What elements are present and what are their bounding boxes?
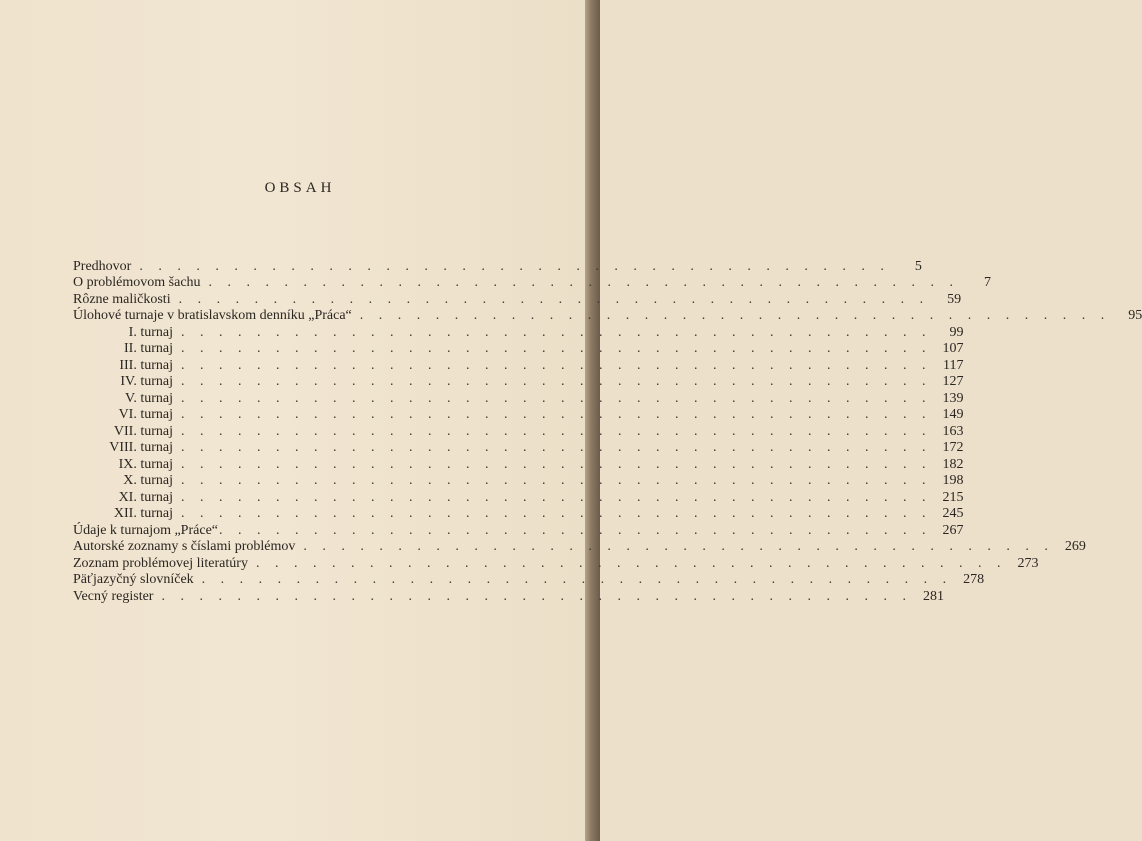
toc-entry-page-number: 127 xyxy=(942,374,964,389)
toc-entry-page-number: 198 xyxy=(942,473,964,488)
toc-entry-page-number: 107 xyxy=(942,341,964,356)
toc-dot-leader: . . . . . . . . . . . . . . . . . . . . . . . . . . . . . . . . . . . . . . . . xyxy=(181,390,932,406)
toc-dot-leader: . . . . . . . . . . . . . . . . . . . . . . . . . . . . . . . . . . . . . . . . xyxy=(181,506,932,521)
toc-entry-page-number: 215 xyxy=(942,489,964,505)
toc-entry-label: O problémovom šachu xyxy=(73,275,201,290)
toc-entry-label: Rôzne maličkosti xyxy=(73,291,171,307)
toc-dot-leader: . . . . . . . . . . . . . . . . . . . . . . . . . . . . . . . . . . . . . . . . xyxy=(181,357,932,373)
toc-entry-page-number: 7 xyxy=(984,275,992,290)
toc-entry xyxy=(73,539,1086,556)
toc-dot-leader: . . . . . . . . . . . . . . . . . . . . . . . . . . . . . . . . . . . . . . . . xyxy=(161,588,912,604)
page-title: OBSAH xyxy=(264,180,336,196)
toc-dot-leader: . . . . . . . . . . . . . . . . . . . . . . . . . . . . . . . . . . . . . . . . xyxy=(303,539,1054,554)
toc-entry-page-number: 59 xyxy=(947,291,962,307)
toc-entry-page-number: 281 xyxy=(922,588,944,604)
toc-entry xyxy=(73,357,964,374)
toc-dot-leader: . . . . . . . . . . . . . . . . . . . . . . . . . . . . . . . . . . . . . . . . xyxy=(181,374,932,389)
table-of-contents xyxy=(73,258,1142,605)
toc-dot-leader: . . . . . . . . . . . . . . . . . . . . . . . . . . . . . . . . . . . . . . . . xyxy=(181,341,932,356)
toc-entry-label: XI. turnaj xyxy=(118,489,173,505)
toc-entry xyxy=(73,324,964,341)
toc-entry-page-number: 278 xyxy=(963,572,985,587)
toc-dot-leader: . . . . . . . . . . . . . . . . . . . . . . . . . . . . . . . . . . . . . . . . xyxy=(181,456,932,472)
toc-dot-leader: . . . . . . . . . . . . . . . . . . . . . . . . . . . . . . . . . . . . . . . . xyxy=(201,572,953,587)
toc-entry-label: VIII. turnaj xyxy=(109,440,173,455)
toc-dot-leader: . . . . . . . . . . . . . . . . . . . . . . . . . . . . . . . . . . . . . . . . xyxy=(208,275,960,290)
toc-entry-label: Úlohové turnaje v bratislavskom denníku „Práca“ xyxy=(73,308,352,323)
toc-entry xyxy=(73,489,964,506)
toc-entry-page-number: 117 xyxy=(943,357,964,373)
toc-dot-leader: . . . . . . . . . . . . . . . . . . . . . . . . . . . . . . . . . . . . . . . . xyxy=(181,522,932,538)
toc-dot-leader: . . . . . . . . . . . . . . . . . . . . . . . . . . . . . . . . . . . . . . . . xyxy=(359,308,1111,323)
toc-dot-leader: . . . . . . . . . . . . . . . . . . . . . . . . . . . . . . . . . . . . . . . . xyxy=(181,440,932,455)
toc-entry-page-number: 273 xyxy=(1017,555,1039,571)
toc-entry-page-number: 269 xyxy=(1064,539,1086,554)
toc-entry xyxy=(73,555,1039,572)
toc-entry xyxy=(73,456,964,473)
toc-entry-page-number: 182 xyxy=(942,456,964,472)
toc-entry xyxy=(73,291,962,308)
toc-dot-leader: . . . . . . . . . . . . . . . . . . . . . . . . . . . . . . . . . . . . . . . . xyxy=(255,555,1007,571)
toc-dot-leader: . . . . . . . . . . . . . . . . . . . . . . . . . . . . . . . . . . . . . . . . xyxy=(181,324,932,340)
toc-entry xyxy=(73,506,964,523)
toc-dot-leader: . . . . . . . . . . . . . . . . . . . . . . . . . . . . . . . . . . . . . . . . xyxy=(139,258,890,274)
toc-entry-page-number: 267 xyxy=(942,522,964,538)
toc-entry xyxy=(73,423,964,440)
toc-entry-label: IX. turnaj xyxy=(118,456,173,472)
toc-entry-label: VII. turnaj xyxy=(113,423,173,439)
toc-entry xyxy=(73,308,1142,325)
toc-entry xyxy=(73,473,964,490)
toc-dot-leader: . . . . . . . . . . . . . . . . . . . . . . . . . . . . . . . . . . . . . . . . xyxy=(178,291,930,307)
toc-entry-page-number: 5 xyxy=(914,258,922,274)
toc-dot-leader: . . . . . . . . . . . . . . . . . . . . . . . . . . . . . . . . . . . . . . . . xyxy=(181,407,932,422)
toc-entry-label: VI. turnaj xyxy=(118,407,173,422)
toc-entry-label: Údaje k turnajom „Práce“ xyxy=(73,522,218,538)
toc-entry xyxy=(73,588,944,605)
toc-entry xyxy=(73,390,964,407)
toc-entry xyxy=(73,374,964,391)
toc-entry xyxy=(73,522,964,539)
toc-entry-page-number: 149 xyxy=(942,407,964,422)
toc-entry xyxy=(73,275,992,292)
toc-entry xyxy=(73,258,922,275)
toc-entry-label: X. turnaj xyxy=(123,473,173,488)
toc-entry xyxy=(73,572,985,589)
toc-entry xyxy=(73,341,964,358)
toc-entry-label: Zoznam problémovej literatúry xyxy=(73,555,248,571)
toc-entry-label: I. turnaj xyxy=(128,324,173,340)
toc-entry-label: Autorské zoznamy s číslami problémov xyxy=(73,539,296,554)
toc-entry-label: XII. turnaj xyxy=(113,506,173,521)
toc-entry xyxy=(73,440,964,457)
toc-entry-page-number: 245 xyxy=(942,506,964,521)
toc-dot-leader: . . . . . . . . . . . . . . . . . . . . . . . . . . . . . . . . . . . . . . . . xyxy=(181,423,932,439)
toc-entry-label: II. turnaj xyxy=(124,341,173,356)
toc-entry-page-number: 95 xyxy=(1128,308,1142,323)
toc-entry-label: V. turnaj xyxy=(125,390,173,406)
toc-entry xyxy=(73,407,964,424)
toc-entry-page-number: 139 xyxy=(942,390,964,406)
toc-entry-label: III. turnaj xyxy=(119,357,173,373)
toc-dot-leader: . . . . . . . . . . . . . . . . . . . . . . . . . . . . . . . . . . . . . . . . xyxy=(181,489,932,505)
toc-entry-label: Vecný register xyxy=(73,588,154,604)
toc-entry-label: IV. turnaj xyxy=(120,374,173,389)
toc-entry-label: Päťjazyčný slovníček xyxy=(73,572,194,587)
toc-entry-page-number: 163 xyxy=(942,423,964,439)
toc-entry-label: Predhovor xyxy=(73,258,132,274)
toc-entry-page-number: 172 xyxy=(942,440,964,455)
toc-dot-leader: . . . . . . . . . . . . . . . . . . . . . . . . . . . . . . . . . . . . . . . . xyxy=(181,473,932,488)
toc-entry-page-number: 99 xyxy=(949,324,964,340)
